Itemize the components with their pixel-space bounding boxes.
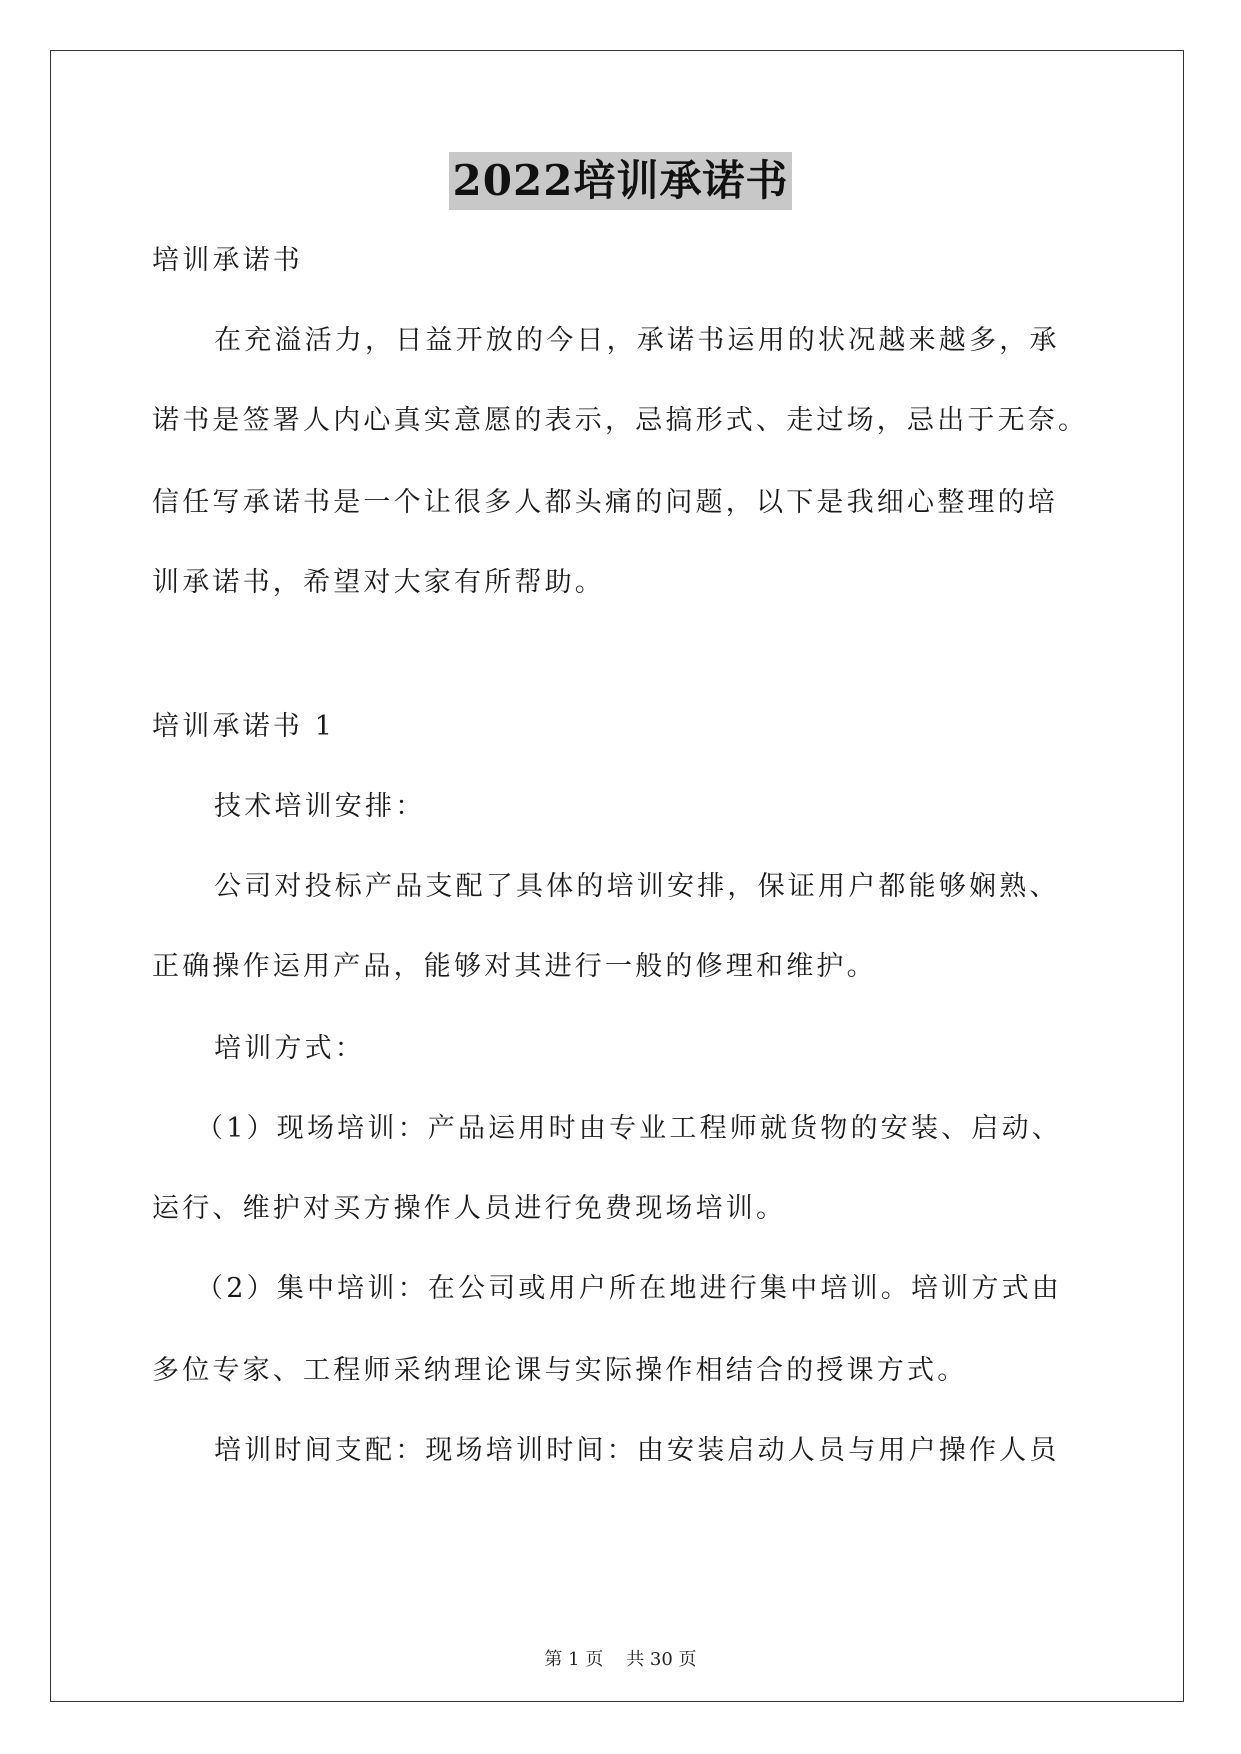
section-heading: 培训承诺书 1 xyxy=(152,711,336,742)
paragraph-line: （2）集中培训：在公司或用户所在地进行集中培训。培训方式由 xyxy=(196,1273,1062,1304)
paragraph-line: （1）现场培训：产品运用时由专业工程师就货物的安装、启动、 xyxy=(196,1113,1062,1144)
paragraph-line: 训承诺书，希望对大家有所帮助。 xyxy=(152,567,605,598)
paragraph-line: 技术培训安排： xyxy=(214,791,426,822)
paragraph-line: 诺书是签署人内心真实意愿的表示，忌搞形式、走过场，忌出于无奈。 xyxy=(152,405,1089,436)
section-heading: 培训承诺书 xyxy=(152,245,303,276)
paragraph-line: 多位专家、工程师采纳理论课与实际操作相结合的授课方式。 xyxy=(152,1355,968,1386)
paragraph-line: 培训方式： xyxy=(214,1033,365,1064)
paragraph-line: 培训时间支配：现场培训时间：由安装启动人员与用户操作人员 xyxy=(214,1435,1060,1466)
page-number: 第 1 页 共 30 页 xyxy=(544,1649,697,1670)
paragraph-line: 正确操作运用产品，能够对其进行一般的修理和维护。 xyxy=(152,951,877,982)
paragraph-line: 在充溢活力，日益开放的今日，承诺书运用的状况越来越多，承 xyxy=(214,325,1060,356)
paragraph-line: 公司对投标产品支配了具体的培训安排，保证用户都能够娴熟、 xyxy=(214,871,1060,902)
title-container xyxy=(0,152,1241,210)
paragraph-line: 信任写承诺书是一个让很多人都头痛的问题，以下是我细心整理的培 xyxy=(152,487,1058,518)
page-footer xyxy=(0,1645,1241,1671)
document-title: 2022培训承诺书 xyxy=(449,152,793,210)
paragraph-line: 运行、维护对买方操作人员进行免费现场培训。 xyxy=(152,1193,787,1224)
